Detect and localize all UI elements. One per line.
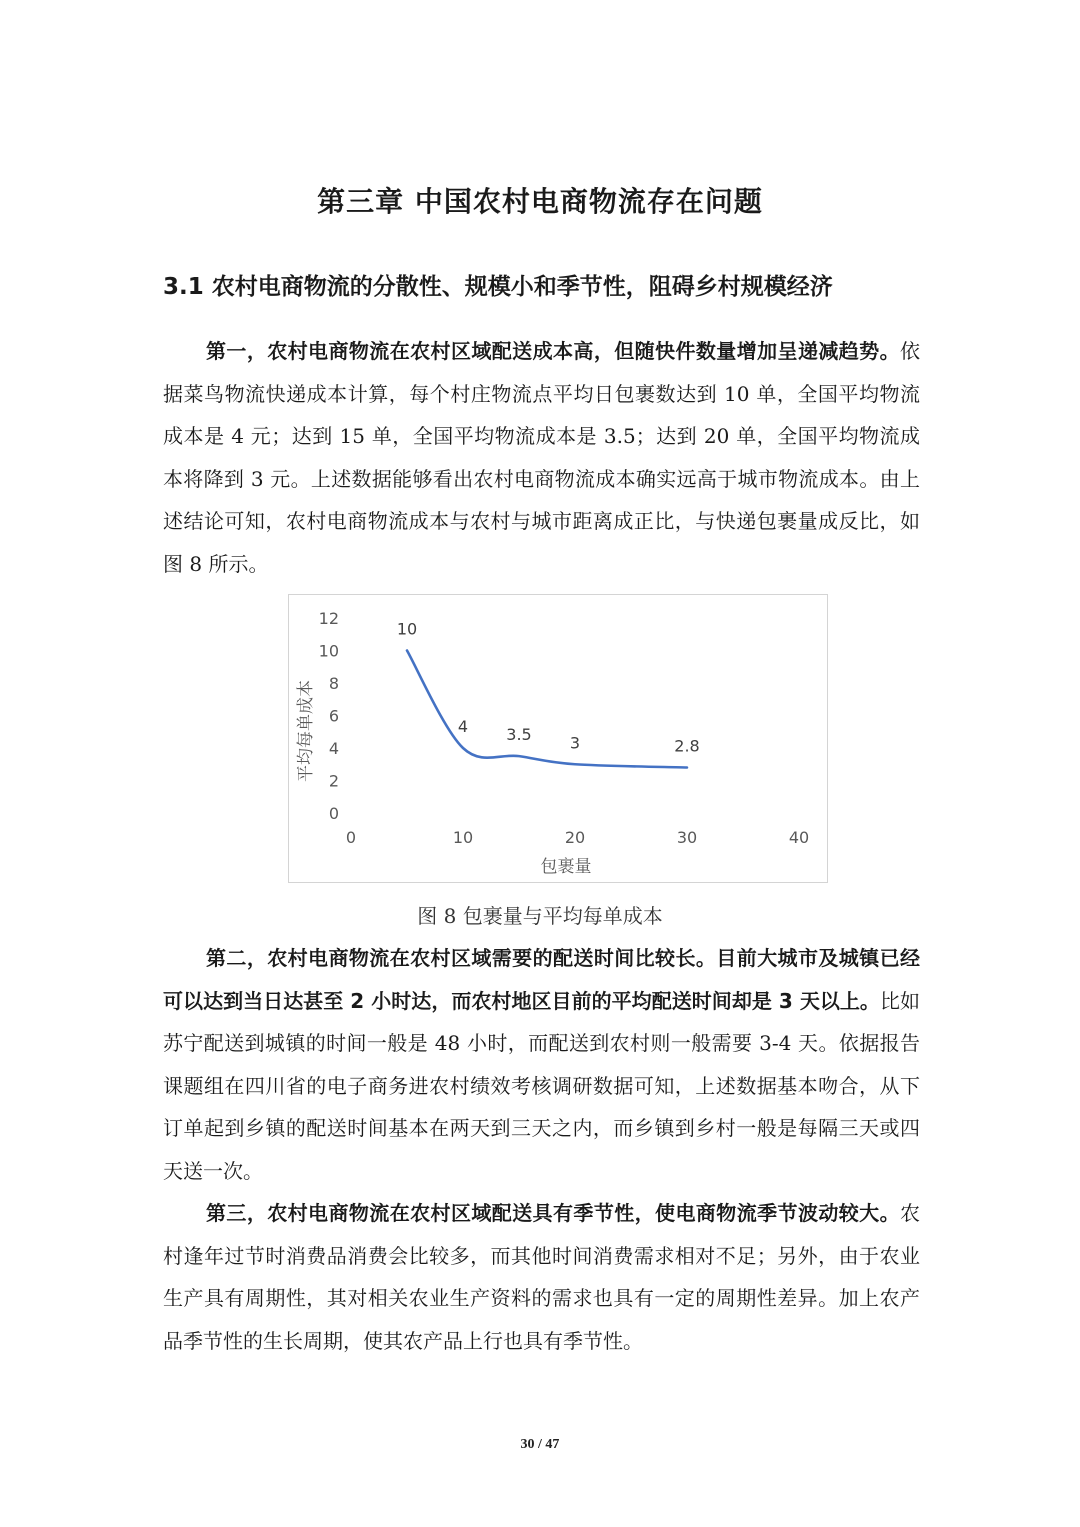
- x-tick-label: 30: [676, 828, 698, 847]
- x-tick-label: 10: [452, 828, 474, 847]
- data-label: 3: [569, 733, 581, 753]
- paragraph-2-text: 比如苏宁配送到城镇的时间一般是 48 小时，而配送到农村则一般需要 3-4 天。依据报告课题组在四川省的电子商务进农村绩效考核调研数据可知，上述数据基本吻合，从下订单起到乡镇的配送时间基本在两天到三天之内，而乡镇到乡村一般是每隔三天或四天送一次。: [163, 988, 921, 1183]
- y-tick-label: 4: [328, 739, 339, 758]
- chart-svg: [289, 595, 829, 884]
- paragraph-2-bold-lead: 第二，农村电商物流在农村区域需要的配送时间比较长。目前大城市及城镇已经可以达到当日达甚至 2 小时达，而农村地区目前的平均配送时间却是 3 天以上。: [163, 946, 920, 1013]
- chapter-title: 第三章 中国农村电商物流存在问题: [317, 185, 763, 218]
- y-tick-label: 12: [318, 609, 339, 628]
- figure-caption: 图 8 包裹量与平均每单成本: [417, 904, 663, 928]
- x-tick-label: 20: [564, 828, 586, 847]
- y-tick-label: 8: [328, 674, 339, 693]
- y-tick-label: 2: [328, 771, 339, 791]
- x-tick-label: 40: [788, 828, 810, 847]
- data-label: 4: [457, 717, 469, 736]
- y-axis-label: 平均每单成本: [296, 680, 316, 782]
- x-tick-label: 0: [345, 828, 357, 847]
- series-line: [407, 651, 687, 768]
- data-label: 2.8: [674, 736, 700, 756]
- paragraph-3-text: 农村逢年过节时消费品消费会比较多，而其他时间消费需求相对不足；另外，由于农业生产具有周期性，其对相关农业生产资料的需求也具有一定的周期性差异。加上农产品季节性的生长周期，使其农产品上行也具有季节性。: [163, 1201, 920, 1353]
- figure-8-chart: [288, 594, 828, 883]
- section-title: 3.1 农村电商物流的分散性、规模小和季节性，阻碍乡村规模经济: [163, 274, 833, 300]
- paragraph-3-bold-lead: 第三，农村电商物流在农村区域配送具有季节性，使电商物流季节波动较大。: [206, 1201, 900, 1225]
- data-label: 3.5: [506, 725, 532, 745]
- x-axis-label: 包裹量: [540, 857, 592, 877]
- paragraph-1-text: 依据菜鸟物流快递成本计算，每个村庄物流点平均日包裹数达到 10 单，全国平均物流成本是 4 元；达到 15 单，全国平均物流成本是 3.5；达到 20 单，全国平均物流成本将降到 3 元。上述数据能够看出农村电商物流成本确实远高于城市物流成本。由上述结论可知，农村电商物流成本与农村与城市距离成正比，与快递包裹量成反比，如图 8 所示。: [163, 339, 920, 576]
- paragraph-2: [163, 937, 920, 1192]
- page-number: 30 / 47: [520, 1437, 560, 1452]
- paragraph-1: [163, 330, 920, 585]
- y-tick-label: 10: [318, 641, 339, 661]
- data-label: 10: [396, 619, 418, 639]
- paragraph-3: [163, 1192, 920, 1362]
- y-tick-label: 6: [328, 706, 339, 726]
- paragraph-1-bold-lead: 第一，农村电商物流在农村区域配送成本高，但随快件数量增加呈递减趋势。: [206, 339, 900, 363]
- y-tick-label: 0: [328, 804, 339, 823]
